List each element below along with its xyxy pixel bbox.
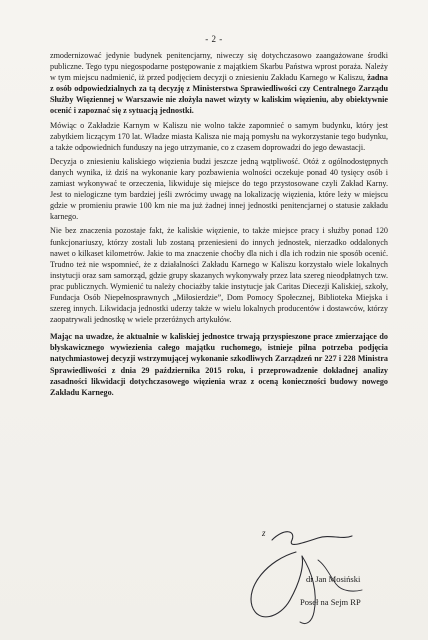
paragraph-1-bold: żadna z osób odpowiedzialnych za tą decyzję z Ministerstwa Sprawiedliwości czy Centralnego Zarządu Służby Więziennej w Warszawie nie złożyła nawet wizyty w kaliskim więzieniu, aby obiektywnie ocenić i zapoznać się z sytuacją jednostki. (50, 73, 388, 116)
paragraph-2 (50, 120, 388, 153)
paragraph-1-text: zmodernizować jedynie budynek penitencjarny, niweczy się dotychczasowo zaangażowane środki publiczne. Tego typu niegospodarne postępowanie z majątkiem Skarbu Państwa wprost poraża. Należy w tym miejscu nadmienić, iż przed podjęciem decyzji o zniesieniu Zakładu Karnego w Kaliszu, (50, 51, 388, 83)
page-number: - 2 - (205, 34, 223, 44)
signer-name: dr Jan Mosiński (306, 574, 361, 584)
paragraph-4 (50, 225, 388, 325)
paragraph-4-text: Nie bez znaczenia pozostaje fakt, że kaliskie więzienie, to także miejsce pracy i służby ponad 120 funkcjonariuszy, którzy zostali lub zostaną przeniesieni do innych jednostek, nierzadko oddalonych nawet o kilkaset kilometrów. Jakie to ma znaczenie choćby dla nich i dla ich rodzin nie sposób ocenić. Trudno też nie wspomnieć, że z działalności Zakładu Karnego w Kaliszu korzystało wiele lokalnych instytucji oraz sam samorząd, gdzie grupy skazanych wykonywały przez lata szereg nieodpłatnych tzw. prac publicznych. Wymienić tu należy chociażby takie instytucje jak Caritas Diecezji Kaliskiej, szkoły, Fundacja Osób Niepełnosprawnych „Miłosierdzie”, Dom Pomocy Społecznej, Biblioteka Miejska i szereg innych. Likwidacja jednostki uderzy także w wielu lokalnych producentów i dostawców, którzy zaopatrywali jednostkę w wiele przeróżnych artykułów. (50, 226, 388, 325)
paragraph-5-bold: Mając na uwadze, że aktualnie w kaliskiej jednostce trwają przyspieszone prace zmierzające do błyskawicznego wywiezienia całego majątku ruchomego, istnieje pilna potrzeba podjęcia natychmiastowej decyzji wstrzymującej wykonanie szkodliwych Zarządzeń nr 227 i 228 Ministra Sprawiedliwości z dnia 29 października 2015 roku, i przeprowadzenie dokładnej analizy zasadności likwidacji dotychczasowego więzienia wraz z oceną konieczności budowy nowego Zakładu Karnego. (50, 332, 388, 397)
paragraph-3 (50, 156, 388, 223)
signer-role: Poseł na Sejm RP (300, 597, 361, 607)
paragraph-5 (50, 331, 388, 398)
letter-body (50, 50, 388, 401)
signature-prefix: z (262, 528, 266, 538)
paragraph-1 (50, 50, 388, 117)
paragraph-3-text: Decyzja o zniesieniu kaliskiego więzienia budzi jeszcze jedną wątpliwość. Otóż z ogólnodostępnych danych wynika, iż dziś na wykonanie kary pozbawienia wolności oczekuje ponad 40 tysięcy osób i zamiast wykonywać te orzeczenia, likwiduje się miejsce do tego przystosowane czyli Zakład Karny. Jest to nielogiczne tym bardziej jeśli zwrócimy uwagę na lokalizację więzienia, które leży w miejscu gdzie w promieniu prawie 100 km nie ma już żadnej innej jednostki penitencjarnej o statusie zakładu karnego. (50, 156, 388, 222)
paragraph-2-text: Mówiąc o Zakładzie Karnym w Kaliszu nie wolno także zapomnieć o samym budynku, który jest zabytkiem liczącym 170 lat. Władze miasta Kalisza nie mają pomysłu na wykorzystanie tego budynku, a także odpowiednich funduszy na jego utrzymanie, co z czasem doprowadzi do jego dewastacji. (50, 120, 388, 152)
